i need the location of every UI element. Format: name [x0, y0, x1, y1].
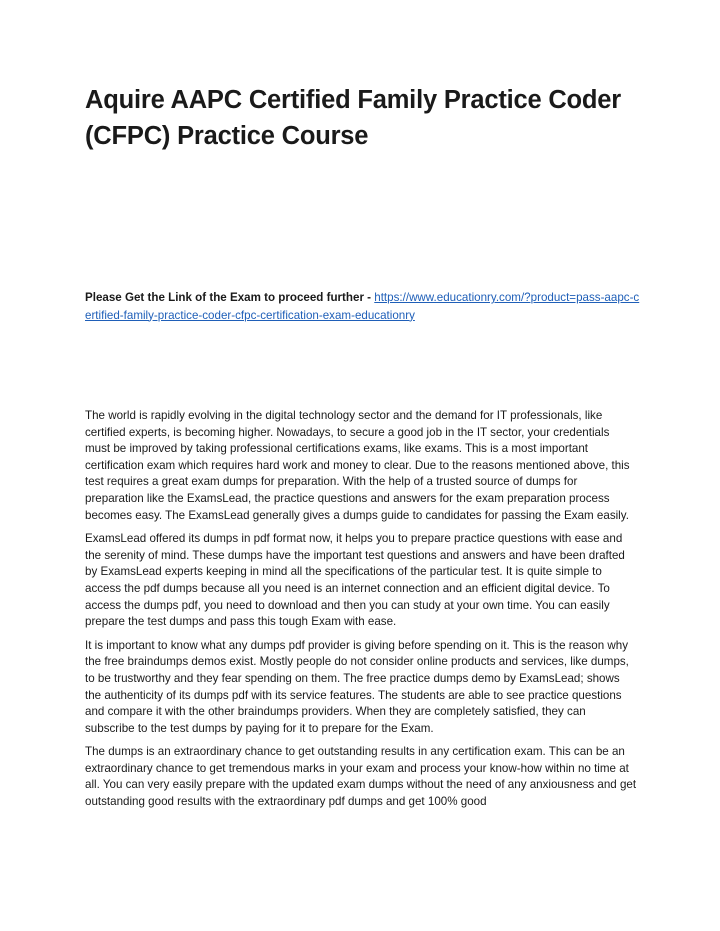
document-title: Aquire AAPC Certified Family Practice Coder (CFPC) Practice Course	[85, 86, 622, 150]
exam-link-lead: Please Get the Link of the Exam to proceed further -	[85, 291, 375, 304]
exam-link[interactable]: https://www.educationry.com/?product=pass-aapc-certified-family-practice-coder-cfpc-certification-exam-educationry	[85, 291, 640, 322]
body-paragraph-2: ExamsLead offered its dumps in pdf format now, it helps you to prepare practice questions with ease and the serenity of mind. These dumps have the important test questions and answers and have been drafted by ExamsLead experts keeping in mind all the specifications of the particular test. It is quite simple to access the pdf dumps because all you need is an internet connection and an efficient digital device. To access the dumps pdf, you need to download and then you can study at your own time. You can easily prepare the test dumps and pass this tough Exam with ease.	[85, 532, 625, 629]
document-body	[85, 408, 637, 818]
body-paragraph-3: It is important to know what any dumps pdf provider is giving before spending on it. This is the reason why the free braindumps demos exist. Mostly people do not consider online products and services, like dumps, to be trustworthy and they fear spending on them. The free practice dumps demo by ExamsLead; shows the authenticity of its dumps pdf with its service features. The students are able to see practice questions and compare it with the other braindumps providers. When they are completely satisfied, they can subscribe to the test dumps by paying for it to prepare for the Exam.	[85, 638, 629, 735]
exam-link-paragraph	[85, 289, 645, 324]
body-paragraph-1: The world is rapidly evolving in the digital technology sector and the demand for IT professionals, like certified experts, is becoming higher. Nowadays, to secure a good job in the IT sector, your credentials must be improved by taking professional certifications exams, like exams. This is a most important certification exam which requires hard work and money to clear. Due to the reasons mentioned above, this test requires a great exam dumps for preparation. With the help of a trusted source of dumps for preparation like the ExamsLead, the practice questions and answers for the exam preparation process becomes easy. The ExamsLead generally gives a dumps guide to candidates for passing the Exam easily.	[85, 409, 630, 522]
body-paragraph-4: The dumps is an extraordinary chance to get outstanding results in any certification exam. This can be an extraordinary chance to get tremendous marks in your exam and process your know-how within no time at all. You can very easily prepare with the updated exam dumps without the need of any anxiousness and get outstanding good results with the extraordinary pdf dumps and get 100% good	[85, 745, 637, 809]
